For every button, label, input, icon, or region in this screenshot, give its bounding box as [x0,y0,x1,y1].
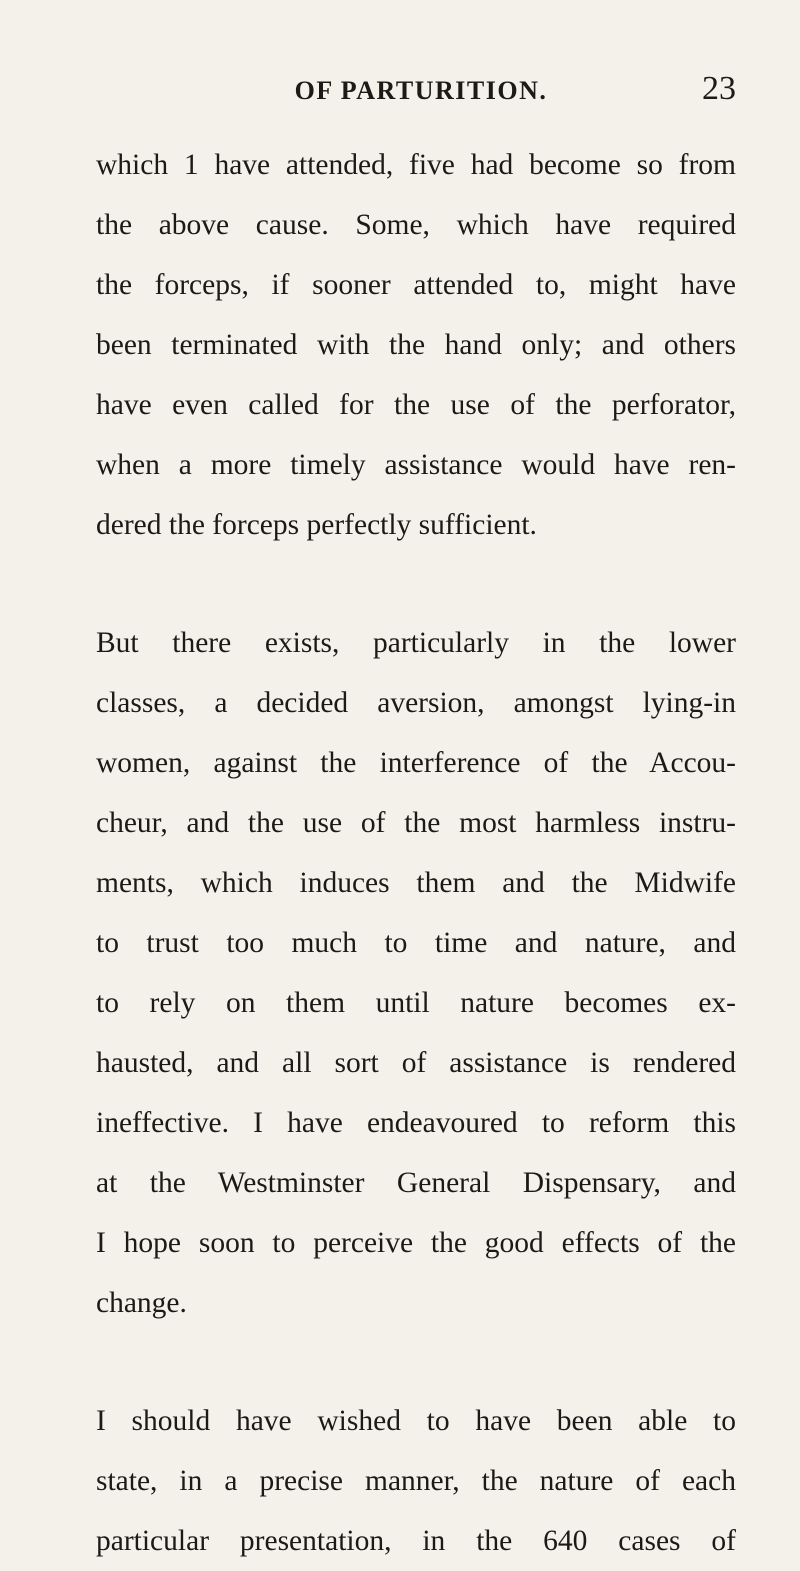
text-line: when a more timely assistance would have ren- [96,449,736,481]
text-line: cheur, and the use of the most harmless instru- [96,807,736,839]
running-head [96,68,746,118]
body-text [96,135,736,1571]
page-number: 23 [702,70,736,107]
text-line: classes, a decided aversion, amongst lying-in [96,687,736,719]
text-line: dered the forceps perfectly sufficient. [96,509,537,541]
paragraph-2 [96,613,736,1333]
text-line: to rely on them until nature becomes ex- [96,987,736,1019]
paragraph-1 [96,135,736,555]
running-head-title: OF PARTURITION. [294,76,548,105]
paragraph-3 [96,1391,736,1571]
text-line: the above cause. Some, which have required [96,209,736,241]
text-line: I should have wished to have been able to [96,1405,736,1437]
text-line: to trust too much to time and nature, and [96,927,736,959]
text-line: But there exists, particularly in the lower [96,627,736,659]
text-line: women, against the interference of the Accou- [96,747,736,779]
text-line: at the Westminster General Dispensary, and [96,1167,736,1199]
text-line: ineffective. I have endeavoured to reform this [96,1107,736,1139]
text-line: have even called for the use of the perforator, [96,389,736,421]
text-line: the forceps, if sooner attended to, might have [96,269,736,301]
text-line: change. [96,1287,187,1319]
text-line: state, in a precise manner, the nature of each [96,1465,736,1497]
text-line: hausted, and all sort of assistance is rendered [96,1047,736,1079]
text-line: particular presentation, in the 640 cases of [96,1525,736,1557]
text-line: ments, which induces them and the Midwife [96,867,736,899]
text-line: I hope soon to perceive the good effects of the [96,1227,736,1259]
text-line: been terminated with the hand only; and others [96,329,736,361]
text-line: which 1 have attended, five had become so from [96,149,736,181]
